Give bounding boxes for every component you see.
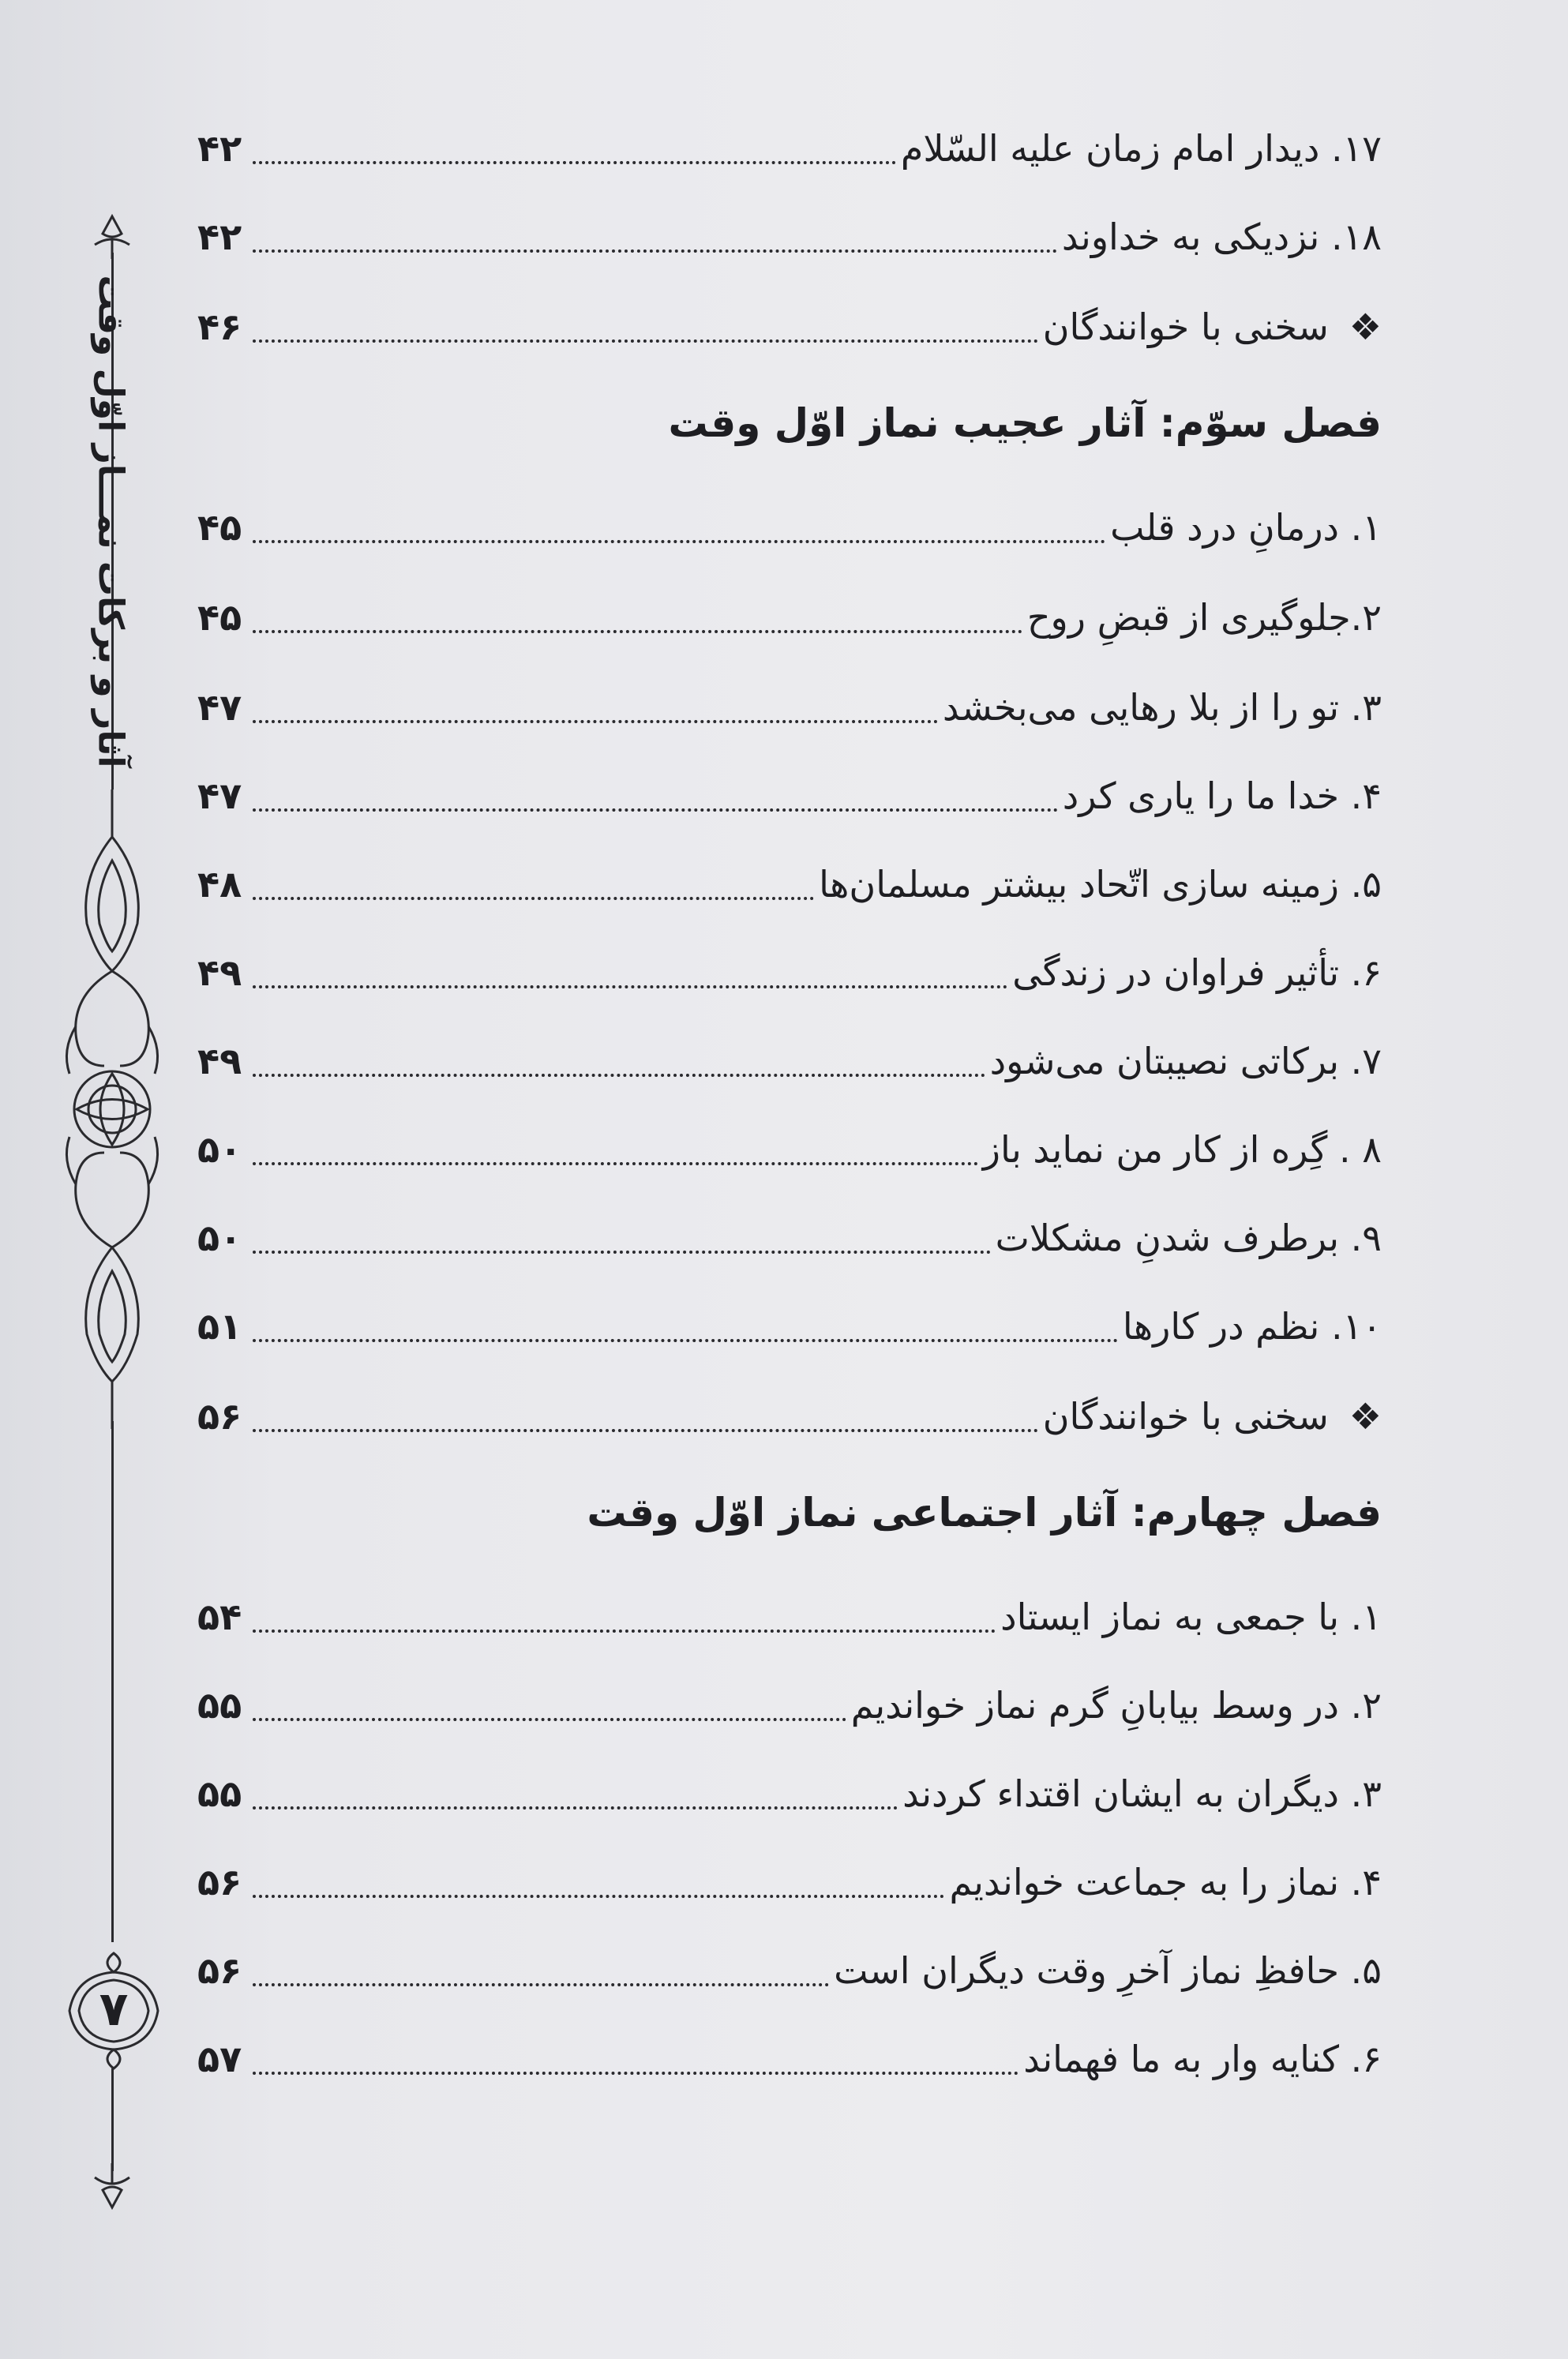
toc-entry-title: ۲. در وسط بیابانِ گرم نماز خواندیم [850, 1684, 1382, 1727]
page-number: ۷ [99, 1982, 129, 2037]
dot-leader [253, 1983, 829, 1986]
toc-entry [197, 289, 1382, 352]
dot-leader [253, 1162, 978, 1165]
toc-entry-title [1038, 1391, 1382, 1442]
dot-leader [253, 1718, 846, 1721]
side-rule-bottom [111, 1421, 114, 1942]
dot-leader [253, 339, 1038, 343]
toc-entry-title: ۳. تو را از بلا رهایی می‌بخشد [942, 686, 1382, 729]
toc-entry-title: ۱۸. نزدیکی به خداوند [1061, 216, 1382, 258]
toc-entry-page: ۴۲ [197, 216, 242, 258]
toc-entry-page: ۴۹ [197, 1040, 242, 1082]
toc-entry-title: ۸ . گِره از کار من نماید باز [982, 1128, 1382, 1171]
chapter-heading: فصل چهارم: آثار اجتماعی نماز اوّل وقت [587, 1490, 1382, 1536]
finial-bottom-ornament [88, 2163, 136, 2211]
side-rule-foot [111, 2068, 114, 2171]
toc-entry-page: ۴۵ [197, 596, 242, 639]
toc-entry [197, 579, 1382, 643]
toc-entry [197, 935, 1382, 998]
dot-leader [253, 161, 896, 164]
dot-leader [253, 808, 1058, 812]
dot-leader [253, 249, 1057, 253]
toc-entry-title: ۷. برکاتی نصیبتان می‌شود [989, 1040, 1382, 1082]
toc-entry [197, 1288, 1382, 1352]
toc-entry-title-text: سخنی با خوانندگان [1042, 306, 1329, 348]
toc-entry-title: ۱. با جمعی به نماز ایستاد [1000, 1596, 1382, 1638]
toc-entry-page: ۴۵ [197, 506, 242, 549]
diamond-bullet-icon: ❖ [1349, 306, 1382, 348]
dot-leader [253, 897, 814, 900]
diamond-bullet-icon: ❖ [1349, 1395, 1382, 1438]
toc-entry-page: ۴۹ [197, 951, 242, 994]
toc-entry [197, 1933, 1382, 1996]
toc-entry-page: ۴۷ [197, 686, 242, 729]
toc-entry [197, 489, 1382, 553]
toc-entry [197, 199, 1382, 262]
toc-entry-title: ۵. حافظِ نماز آخرِ وقت دیگران است [834, 1949, 1382, 1992]
toc-entry [197, 758, 1382, 821]
toc-entry-page: ۵۱ [197, 1305, 242, 1348]
toc-entry [197, 1112, 1382, 1175]
toc-entry-page: ۵۴ [197, 1596, 242, 1638]
toc-entry-page: ۵۰ [197, 1128, 242, 1171]
toc-entry [197, 669, 1382, 733]
toc-entry [197, 1579, 1382, 1642]
toc-entry [197, 1756, 1382, 1819]
dot-leader [253, 1251, 991, 1254]
toc-entry-title: ۲.جلوگیری از قبضِ روح [1026, 596, 1382, 639]
toc-entry-page: ۵۶ [197, 1861, 242, 1903]
toc-entry-page: ۵۰ [197, 1217, 242, 1259]
chapter-heading: فصل سوّم: آثار عجیب نماز اوّل وقت [668, 400, 1382, 446]
toc-entry-title: ۱۷. دیدار امام زمان علیه السّلام [900, 127, 1382, 170]
toc-entry [197, 1200, 1382, 1263]
toc-entry-title: ۴. نماز را به جماعت خواندیم [949, 1861, 1382, 1903]
toc-entry-title: ۱. درمانِ درد قلب [1110, 506, 1382, 549]
toc-entry-page: ۵۶ [197, 1395, 242, 1438]
toc-entry [197, 1378, 1382, 1442]
toc-entry-page: ۵۵ [197, 1684, 242, 1727]
toc-entry-title: ۳. دیگران به ایشان اقتداء کردند [902, 1772, 1382, 1815]
dot-leader [253, 1339, 1118, 1342]
toc-entry-title: ۶. کنایه وار به ما فهماند [1023, 2038, 1382, 2080]
toc-entry [197, 846, 1382, 909]
toc-entry [197, 1023, 1382, 1086]
toc-entry [197, 111, 1382, 174]
arabesque-ornament [57, 789, 167, 1429]
toc-entry-page: ۵۶ [197, 1949, 242, 1992]
toc-entry [197, 2021, 1382, 2084]
toc-entry-title [1038, 302, 1382, 352]
toc-entry-page: ۴۷ [197, 774, 242, 817]
table-of-contents [197, 0, 1382, 2132]
toc-entry-title: ۹. برطرف شدنِ مشکلات [995, 1217, 1382, 1259]
dot-leader [253, 2072, 1018, 2075]
finial-top-ornament [88, 213, 136, 261]
toc-entry-page: ۴۶ [197, 306, 242, 348]
dot-leader [253, 1429, 1038, 1432]
toc-entry-page: ۴۸ [197, 863, 242, 906]
running-head-text: آثار و برکات نمـــاز اوّل وقت [90, 275, 131, 767]
toc-entry-page: ۵۵ [197, 1772, 242, 1815]
toc-entry-title-text: سخنی با خوانندگان [1042, 1395, 1329, 1438]
toc-entry-title: ۴. خدا ما را یاری کرد [1062, 774, 1382, 817]
dot-leader [253, 720, 938, 723]
dot-leader [253, 1806, 898, 1810]
toc-entry-page: ۵۷ [197, 2038, 242, 2080]
toc-entry-title: ۶. تأثیر فراوان در زندگی [1012, 951, 1382, 994]
toc-entry [197, 1844, 1382, 1907]
dot-leader [253, 1630, 996, 1633]
toc-entry-page: ۴۲ [197, 127, 242, 170]
dot-leader [253, 985, 1007, 988]
toc-entry-title: ۱۰. نظم در کارها [1122, 1305, 1382, 1348]
dot-leader [253, 1895, 944, 1898]
toc-entry [197, 1667, 1382, 1731]
dot-leader [253, 630, 1022, 633]
dot-leader [253, 1074, 985, 1077]
running-head [47, 261, 174, 782]
dot-leader [253, 540, 1105, 543]
toc-entry-title: ۵. زمینه سازی اتّحاد بیشتر مسلمان‌ها [819, 863, 1382, 906]
